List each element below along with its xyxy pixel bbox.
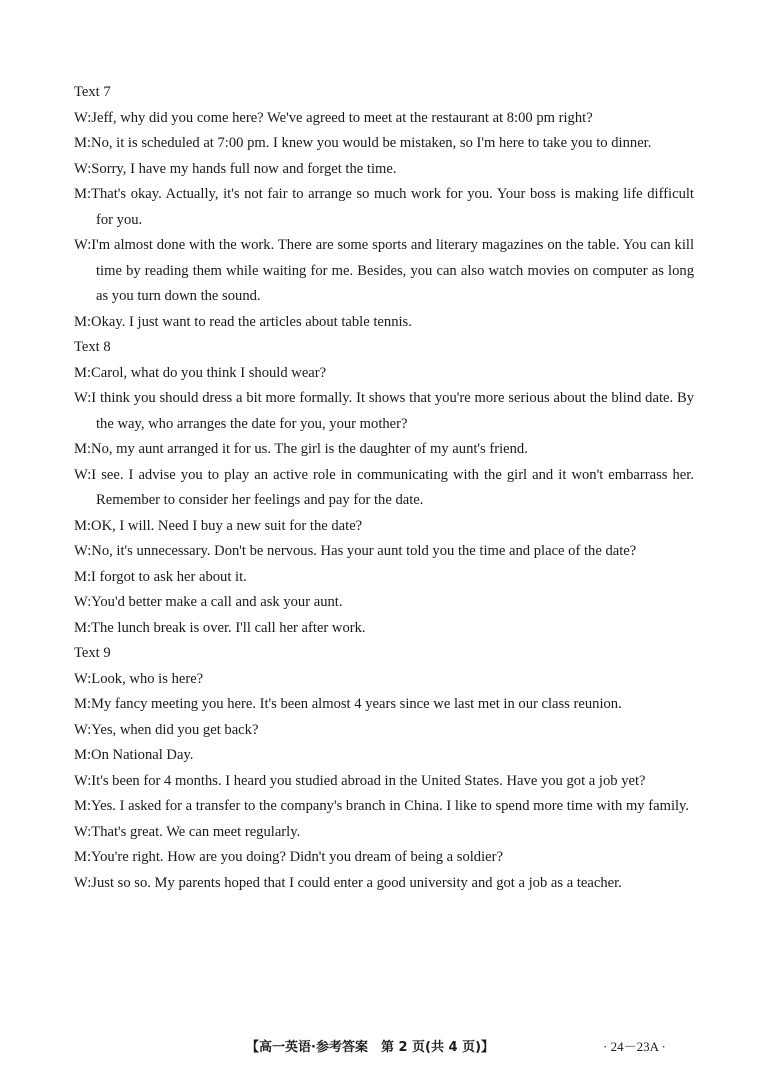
dialogue-text: You're right. How are you doing? Didn't you dream of being a soldier?: [91, 849, 503, 865]
speaker-colon: :: [86, 849, 92, 865]
speaker-label: M: [74, 568, 87, 585]
dialogue-text: Carol, what do you think I should wear?: [91, 364, 327, 381]
speaker-label: M: [74, 186, 87, 202]
dialogue-line: [74, 616, 694, 642]
speaker-colon: :: [86, 186, 92, 202]
dialogue-line: [74, 437, 694, 463]
dialogue-text: OK, I will. Need I buy a new suit for the date?: [91, 517, 363, 534]
speaker-label: M: [74, 364, 87, 381]
speaker-colon: :: [87, 823, 92, 840]
speaker-colon: :: [86, 364, 92, 381]
speaker-colon: :: [87, 109, 92, 126]
speaker-label: W: [74, 466, 88, 483]
dialogue-text: On National Day.: [91, 747, 194, 763]
speaker-colon: :: [87, 874, 92, 891]
speaker-colon: :: [87, 160, 92, 177]
dialogue-line: [74, 820, 694, 846]
dialogue-text: My fancy meeting you here. It's been almost 4 years since we last met in our class reunion.: [91, 696, 622, 712]
speaker-label: W: [74, 594, 88, 610]
dialogue-line: [74, 769, 694, 795]
speaker-label: M: [74, 135, 87, 151]
speaker-label: M: [74, 747, 87, 763]
speaker-colon: :: [86, 798, 92, 814]
speaker-label: M: [74, 313, 87, 330]
speaker-label: M: [74, 696, 87, 712]
dialogue-text: No, it is scheduled at 7:00 pm. I knew you would be mistaken, so I'm here to take you to dinner.: [91, 135, 652, 151]
dialogue-line: [74, 131, 694, 157]
speaker-label: M: [74, 619, 87, 636]
dialogue-text: Yes. I asked for a transfer to the company's branch in China. I like to spend more time with my family.: [91, 798, 690, 814]
speaker-colon: :: [87, 594, 92, 610]
speaker-colon: :: [86, 568, 92, 585]
speaker-label: W: [74, 823, 88, 840]
speaker-label: M: [74, 517, 87, 534]
speaker-colon: :: [86, 747, 92, 763]
dialogue-line: [74, 310, 694, 336]
speaker-colon: :: [87, 390, 92, 406]
dialogue-line: [74, 182, 694, 233]
section-heading: Text 8: [74, 339, 111, 355]
transcript-body: [74, 80, 694, 896]
page-footer: [0, 1036, 764, 1056]
speaker-colon: :: [86, 517, 92, 534]
speaker-label: W: [74, 160, 88, 177]
speaker-colon: :: [87, 543, 92, 559]
dialogue-line: [74, 667, 694, 693]
speaker-colon: :: [87, 237, 92, 253]
speaker-label: W: [74, 109, 88, 126]
speaker-label: W: [74, 874, 88, 891]
speaker-label: M: [74, 798, 87, 814]
speaker-colon: :: [87, 466, 92, 483]
dialogue-line: [74, 233, 694, 310]
dialogue-text: That's great. We can meet regularly.: [91, 823, 301, 840]
footer-code: · 24－23A ·: [603, 1039, 666, 1054]
dialogue-text: No, my aunt arranged it for us. The girl is the daughter of my aunt's friend.: [91, 441, 528, 457]
dialogue-line: [74, 590, 694, 616]
speaker-colon: :: [87, 772, 92, 789]
dialogue-text: That's okay. Actually, it's not fair to arrange so much work for you. Your boss is making life difficult for you.: [91, 186, 694, 228]
dialogue-text: Yes, when did you get back?: [91, 721, 259, 738]
speaker-colon: :: [87, 721, 92, 738]
dialogue-line: [74, 692, 694, 718]
dialogue-line: [74, 539, 694, 565]
dialogue-text: I think you should dress a bit more formally. It shows that you're more serious about the blind date. By the way, who arranges the date for you, your mother?: [91, 390, 694, 432]
speaker-label: M: [74, 441, 87, 457]
speaker-label: W: [74, 721, 88, 738]
speaker-label: W: [74, 237, 88, 253]
dialogue-text: It's been for 4 months. I heard you studied abroad in the United States. Have you got a job yet?: [91, 772, 646, 789]
dialogue-text: The lunch break is over. I'll call her after work.: [91, 619, 366, 636]
section-heading: Text 9: [74, 645, 111, 661]
dialogue-line: [74, 106, 694, 132]
dialogue-line: [74, 565, 694, 591]
dialogue-line: [74, 514, 694, 540]
dialogue-text: Just so so. My parents hoped that I could enter a good university and got a job as a teacher.: [91, 874, 622, 891]
dialogue-line: [74, 157, 694, 183]
speaker-label: W: [74, 543, 88, 559]
speaker-colon: :: [86, 619, 92, 636]
footer-title: 【高一英语·参考答案 第 2 页(共 4 页)】: [246, 1040, 495, 1055]
dialogue-text: Sorry, I have my hands full now and forget the time.: [91, 160, 397, 177]
dialogue-text: I see. I advise you to play an active role in communicating with the girl and it won't embarrass her. Remember to consider her feelings and pay for the date.: [91, 466, 694, 508]
dialogue-line: [74, 743, 694, 769]
dialogue-line: [74, 386, 694, 437]
speaker-label: M: [74, 849, 87, 865]
dialogue-line: [74, 845, 694, 871]
dialogue-text: Look, who is here?: [91, 670, 204, 687]
speaker-colon: :: [86, 135, 92, 151]
dialogue-text: Okay. I just want to read the articles about table tennis.: [91, 313, 412, 330]
dialogue-text: No, it's unnecessary. Don't be nervous. Has your aunt told you the time and place of the date?: [91, 543, 637, 559]
dialogue-text: You'd better make a call and ask your aunt.: [91, 594, 343, 610]
dialogue-text: I'm almost done with the work. There are some sports and literary magazines on the table. You can kill time by reading them while waiting for me. Besides, you can also watch movies on computer as long as you turn down the sound.: [91, 237, 694, 304]
dialogue-text: I forgot to ask her about it.: [91, 568, 247, 585]
speaker-colon: :: [87, 670, 92, 687]
speaker-label: W: [74, 772, 88, 789]
speaker-colon: :: [86, 441, 92, 457]
speaker-label: W: [74, 390, 88, 406]
section-heading: Text 7: [74, 84, 111, 100]
dialogue-line: [74, 718, 694, 744]
dialogue-line: [74, 361, 694, 387]
speaker-colon: :: [86, 313, 92, 330]
speaker-colon: :: [86, 696, 92, 712]
dialogue-line: [74, 794, 694, 820]
speaker-label: W: [74, 670, 88, 687]
dialogue-line: [74, 871, 694, 897]
dialogue-line: [74, 463, 694, 514]
dialogue-text: Jeff, why did you come here? We've agreed to meet at the restaurant at 8:00 pm right?: [91, 109, 593, 126]
